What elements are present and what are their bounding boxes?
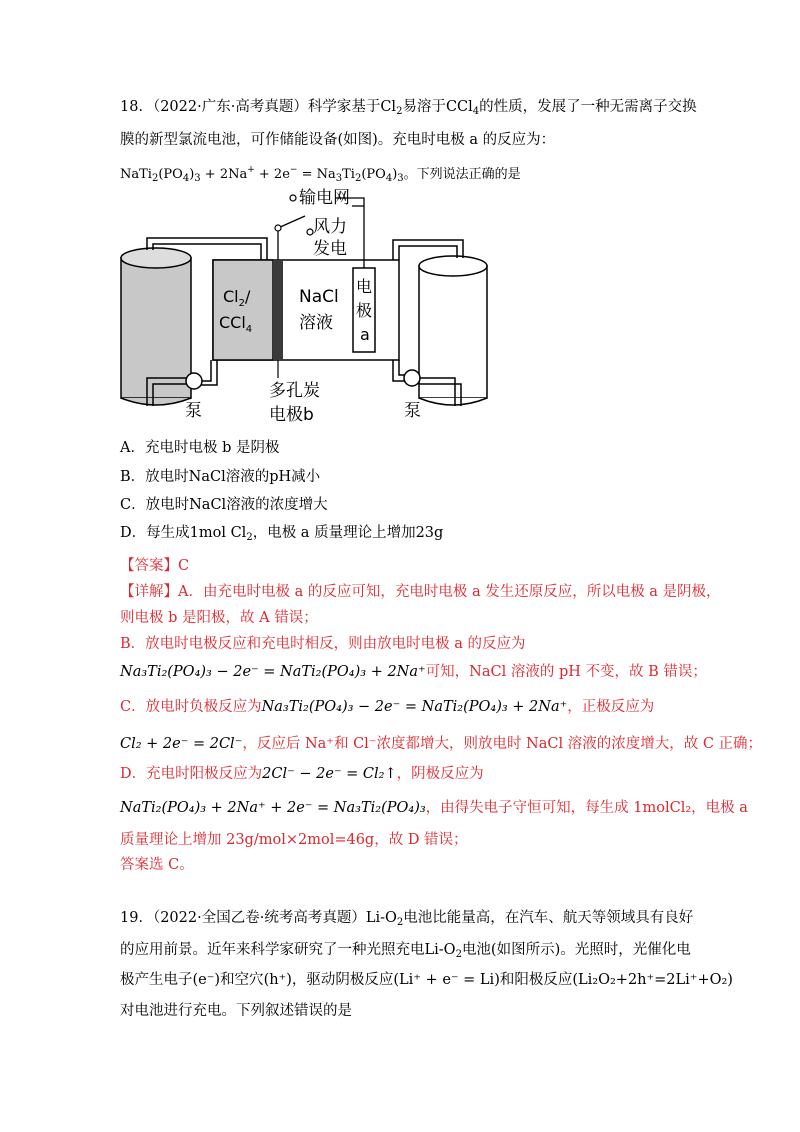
detail-line-6: Cl₂ + 2e⁻ = 2Cl⁻，反应后 Na⁺和 Cl⁻浓度都增大，则放电时 NaCl 溶液的浓度增大，故 C 正确； xyxy=(120,736,763,752)
question-source: （2022·全国乙卷·统考高考真题） xyxy=(152,910,366,926)
detail-line-5: C．放电时负极反应为Na₃Ti₂(PO₄)₃ − 2e⁻ = NaTi₂(PO₄)₃ + 2Na⁺，正极反应为 xyxy=(120,699,655,715)
detail-line-10: 答案选 C。 xyxy=(120,857,194,873)
detail-line-7: D．充电时阳极反应为2Cl⁻ − 2e⁻ = Cl₂↑，阴极反应为 xyxy=(120,766,484,782)
right-tank xyxy=(419,256,487,405)
option-c: C．放电时NaCl溶液的浓度增大 xyxy=(120,497,328,513)
detail-line-2: 则电极 b 是阳极，故 A 错误； xyxy=(120,610,318,626)
question-number: 19． xyxy=(120,910,153,926)
pump-right-label: 泵 xyxy=(404,401,421,421)
grid-label: 输电网 xyxy=(299,188,350,208)
porous-carbon-electrode-b xyxy=(273,260,283,360)
option-d: D．每生成1mol $Cl_2$，电极 a 质量理论上增加23g xyxy=(120,525,444,543)
stem-text: 易溶于 xyxy=(402,99,446,115)
switch-pivot-icon xyxy=(275,225,281,231)
q18-stem-line1: 18．（2022·广东·高考真题）科学家基于$Cl_2$易溶于CCl$_4$的性质，发展了一种无需离子交换 xyxy=(120,99,697,117)
mid-chamber-label-2: 溶液 xyxy=(299,313,333,333)
detail-line-9: 质量理论上增加 23g/mol×2mol=46g，故 D 错误； xyxy=(120,832,468,848)
battery-diagram xyxy=(117,188,497,428)
stem-text: 的性质，发展了一种无需离子交换 xyxy=(479,99,697,115)
porous-electrode-label-1: 多孔炭 xyxy=(269,381,320,401)
q18-stem-line2: 膜的新型氯流电池，可作储能设备(如图)。充电时电极 a 的反应为： xyxy=(120,132,556,148)
question-number: 18． xyxy=(120,99,153,115)
left-chamber-label-1: $Cl_2/$ xyxy=(223,287,251,309)
answer-line: 【答案】C xyxy=(120,558,190,574)
formula-cl2: Cl xyxy=(380,99,397,115)
pump-left-icon xyxy=(186,373,202,389)
pump-left-label: 泵 xyxy=(185,401,202,421)
grid-terminal-icon xyxy=(290,195,296,201)
detail-line-4: Na₃Ti₂(PO₄)₃ − 2e⁻ = NaTi₂(PO₄)₃ + 2Na⁺可知，NaCl 溶液的 pH 不变，故 B 错误； xyxy=(120,664,707,680)
electrode-a-label-3: a xyxy=(360,325,370,344)
detail-line-8: NaTi₂(PO₄)₃ + 2Na⁺ + 2e⁻ = Na₃Ti₂(PO₄)₃，由得失电子守恒可知，每生成 1molCl₂，电极 a xyxy=(120,800,748,816)
q19-line2: 的应用前景。近年来科学家研究了一种光照充电$Li-O_2$电池(如图所示)。光照时，光催化电 xyxy=(120,942,691,960)
q18-reaction: $NaTi_2(PO_4)_3 + 2Na^+ + 2e^- = Na_3Ti_2(PO_4)_3$。下列说法正确的是 xyxy=(120,165,521,184)
left-tank xyxy=(121,248,191,405)
cl2-ccl4-chamber xyxy=(213,260,273,360)
electrode-a-label-1: 电 xyxy=(356,277,373,296)
stem-text: 科学家基于 xyxy=(307,99,381,115)
detail-line-3: B．放电时电极反应和充电时相反，则由放电时电极 a 的反应为 xyxy=(120,636,526,652)
porous-electrode-label-2: 电极b xyxy=(269,405,314,425)
stem-text: 。下列说法正确的是 xyxy=(403,167,521,182)
question-source: （2022·广东·高考真题） xyxy=(152,99,308,115)
wind-label-2: 发电 xyxy=(313,239,347,259)
option-a: A．充电时电极 b 是阴极 xyxy=(120,440,280,456)
left-chamber-label-2: CCl$_4$ xyxy=(219,313,253,335)
mid-chamber-label-1: NaCl xyxy=(299,287,339,307)
formula-ccl4: CCl xyxy=(445,99,473,115)
wind-label-1: 风力 xyxy=(313,217,347,237)
option-b: B．放电时NaCl溶液的pH减小 xyxy=(120,469,321,485)
electrode-a-label-2: 极 xyxy=(356,301,373,320)
pump-right-icon xyxy=(404,370,420,386)
q19-line1: 19．（2022·全国乙卷·统考高考真题）$Li-O_2$电池比能量高，在汽车、航天等领域具有良好 xyxy=(120,910,694,928)
detail-line-1: 【详解】A．由充电时电极 a 的反应可知，充电时电极 a 发生还原反应，所以电极 a 是阴极， xyxy=(120,584,721,600)
q19-line3: 极产生电子(e⁻)和空穴(h⁺)，驱动阴极反应(Li⁺ + e⁻ = Li)和阳极反应(Li₂O₂+2h⁺=2Li⁺+O₂) xyxy=(120,972,733,988)
q19-line4: 对电池进行充电。下列叙述错误的是 xyxy=(120,1003,352,1019)
